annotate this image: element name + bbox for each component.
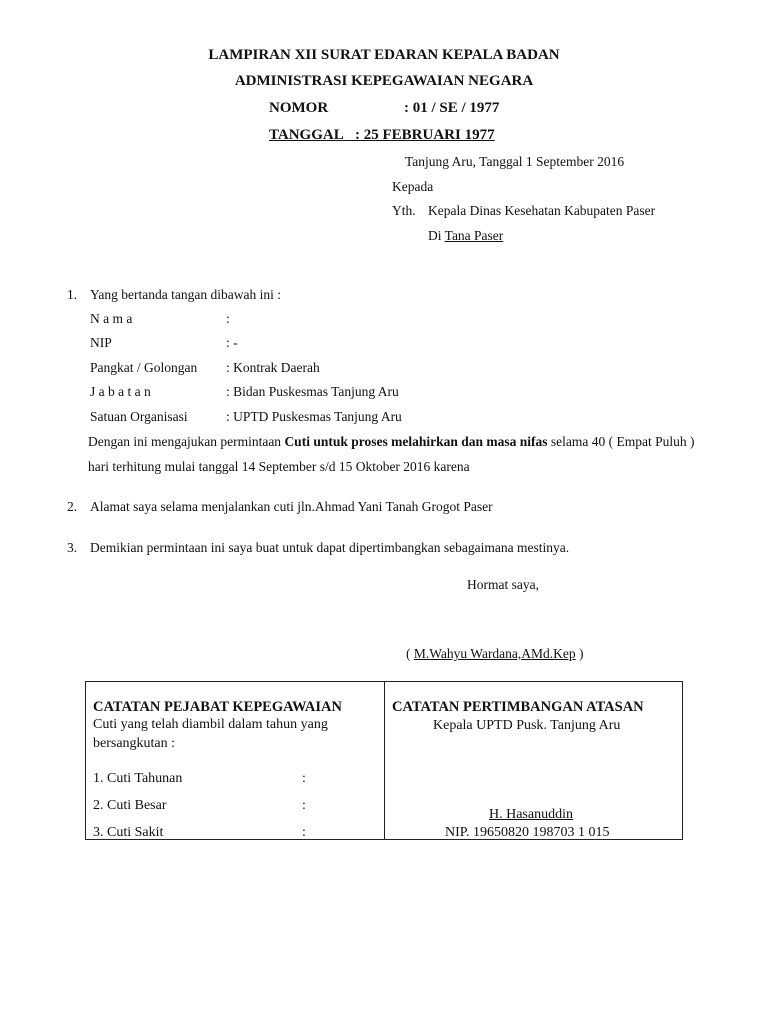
- field-label-nama: N a m a: [90, 311, 133, 326]
- field-value-nama: :: [226, 311, 230, 326]
- leave-item-annual: 1. Cuti Tahunan: [93, 771, 183, 786]
- place-date: Tanjung Aru, Tanggal 1 September 2016: [405, 154, 625, 169]
- field-label-pangkat: Pangkat / Golongan: [90, 360, 198, 375]
- nomor-value: : 01 / SE / 1977: [404, 100, 500, 116]
- signature-name-line: [406, 646, 584, 662]
- field-label-jabatan: J a b a t a n: [90, 384, 151, 399]
- request-post: selama 40 ( Empat Puluh ): [547, 434, 695, 449]
- kepada-label: Kepada: [392, 179, 434, 194]
- request-bold: Cuti untuk proses melahirkan dan masa nifas: [284, 434, 548, 449]
- section-3-number: 3.: [67, 540, 78, 555]
- tanggal-label: TANGGAL: [269, 127, 344, 143]
- section-1-number: 1.: [67, 287, 78, 302]
- section-2-text: Alamat saya selama menjalankan cuti jln.Ahmad Yani Tanah Grogot Paser: [90, 499, 493, 514]
- leave-item-sick: 3. Cuti Sakit: [93, 825, 164, 840]
- section-3-text: Demikian permintaan ini saya buat untuk dapat dipertimbangkan sebagaimana mestinya.: [90, 540, 570, 555]
- leave-item-major: 2. Cuti Besar: [93, 798, 167, 813]
- field-value-nip: : -: [226, 335, 238, 350]
- di-line: [428, 228, 503, 244]
- section-1-intro: Yang bertanda tangan dibawah ini :: [90, 287, 281, 302]
- tanggal-value: : 25 FEBRUARI 1977: [354, 127, 495, 143]
- di-label: Di: [428, 228, 442, 243]
- left-cell-desc-1: Cuti yang telah diambil dalam tahun yang: [93, 717, 328, 732]
- supervisor-nip: NIP. 19650820 198703 1 015: [445, 825, 610, 840]
- header-line-2: ADMINISTRASI KEPEGAWAIAN NEGARA: [234, 73, 534, 89]
- leave-item-sick-colon: :: [302, 825, 306, 840]
- supervisor-position: Kepala UPTD Pusk. Tanjung Aru: [433, 718, 621, 733]
- request-line-2: hari terhitung mulai tanggal 14 September s/d 15 Oktober 2016 karena: [88, 459, 470, 474]
- table-divider: [384, 682, 385, 839]
- request-pre: Dengan ini mengajukan permintaan: [88, 434, 285, 449]
- section-2-number: 2.: [67, 499, 78, 514]
- leave-item-annual-colon: :: [302, 771, 306, 786]
- left-cell-desc-2: bersangkutan :: [93, 736, 176, 751]
- field-label-satuan: Satuan Organisasi: [90, 409, 188, 424]
- supervisor-name: H. Hasanuddin: [489, 807, 573, 822]
- recipient-location: Tana Paser: [444, 228, 504, 243]
- notes-table: [85, 681, 683, 840]
- open-paren: (: [406, 646, 414, 661]
- yth-label: Yth.: [392, 203, 416, 218]
- closing-greeting: Hormat saya,: [467, 577, 539, 592]
- request-line-1: [88, 434, 695, 450]
- close-paren: ): [575, 646, 584, 661]
- nomor-label: NOMOR: [269, 100, 329, 116]
- field-value-satuan: : UPTD Puskesmas Tanjung Aru: [226, 409, 402, 424]
- tanggal-row: [269, 127, 495, 144]
- header-line-1: LAMPIRAN XII SURAT EDARAN KEPALA BADAN: [208, 47, 560, 63]
- left-cell-title: CATATAN PEJABAT KEPEGAWAIAN: [93, 699, 342, 715]
- field-value-jabatan: : Bidan Puskesmas Tanjung Aru: [226, 384, 399, 399]
- recipient: Kepala Dinas Kesehatan Kabupaten Paser: [428, 203, 656, 218]
- applicant-name: M.Wahyu Wardana,AMd.Kep: [413, 646, 576, 661]
- leave-item-major-colon: :: [302, 798, 306, 813]
- field-value-pangkat: : Kontrak Daerah: [226, 360, 320, 375]
- right-cell-title: CATATAN PERTIMBANGAN ATASAN: [392, 699, 644, 715]
- field-label-nip: NIP: [90, 335, 112, 350]
